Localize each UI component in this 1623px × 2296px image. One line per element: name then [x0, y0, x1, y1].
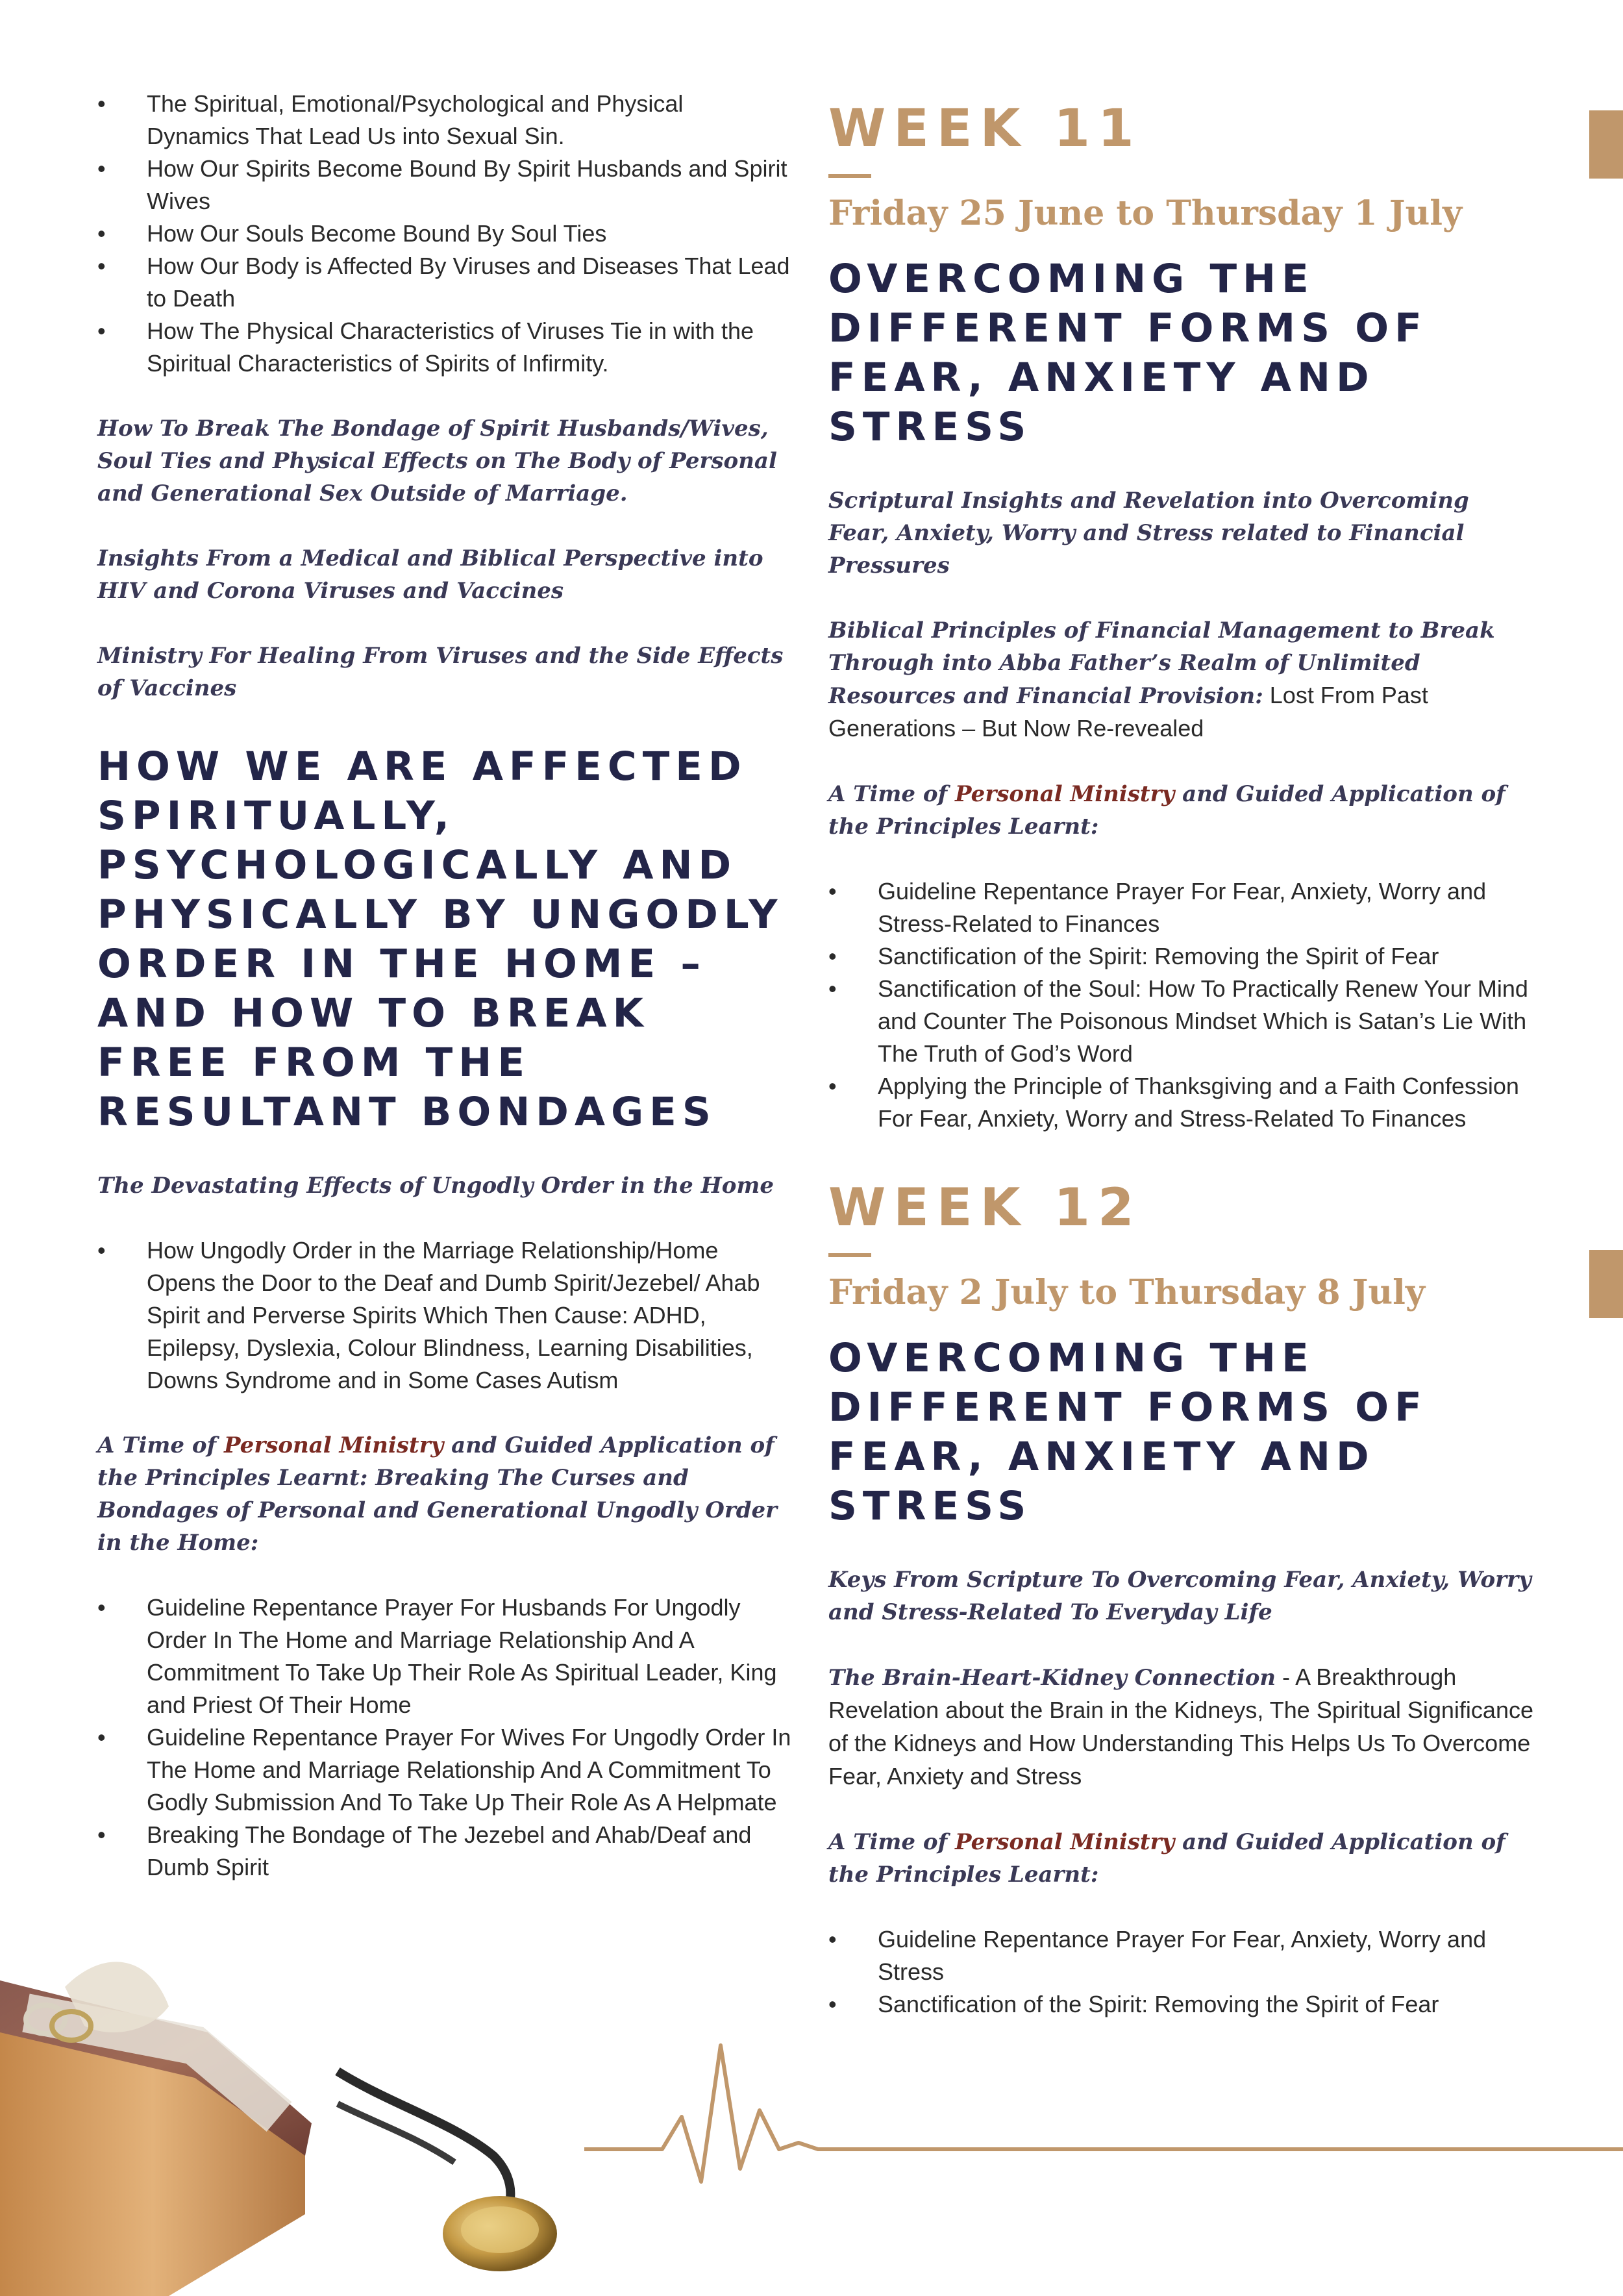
ministry-prefix: A Time of — [97, 1432, 225, 1458]
week-12-section — [828, 1177, 1536, 2021]
list-item: • Guideline Repentance Prayer For Wives For Ungodly Order In The Home and Marriage Relationship And A Commitment To Godly Submission And To Take Up Their Role As A Helpmate — [97, 1721, 792, 1819]
list-item: • Applying the Principle of Thanksgiving and a Faith Confession For Fear, Anxiety, Worry and Stress-Related To Finances — [828, 1070, 1536, 1135]
ministry-suffix: and Guided Application of the Principles Learnt: — [828, 781, 1505, 840]
week-11-personal-ministry — [828, 778, 1536, 843]
ministry-prefix: A Time of — [828, 1829, 956, 1855]
financial-principles-title: Biblical Principles of Financial Management to Break Through into Abba Father’s Realm of Unlimited Resources and Financial Provision: — [828, 618, 1495, 709]
list-item: • Breaking The Bondage of The Jezebel and Ahab/Deaf and Dumb Spirit — [97, 1819, 792, 1884]
right-column — [828, 97, 1536, 2021]
list-item: • How Our Body is Affected By Viruses and Diseases That Lead to Death — [97, 250, 792, 315]
heartbeat-line — [0, 2000, 1623, 2195]
viruses-subheading: Insights From a Medical and Biblical Perspective into HIV and Corona Viruses and Vaccines — [97, 545, 763, 604]
week-12-dates: Friday 2 July to Thursday 8 July — [828, 1273, 1426, 1312]
personal-ministry-highlight: Personal Ministry — [955, 781, 1175, 807]
week12-side-tab — [1589, 1250, 1623, 1318]
list-item: • The Spiritual, Emotional/Psychological and Physical Dynamics That Lead Us into Sexual Sin. — [97, 88, 792, 153]
left-column — [97, 88, 792, 1884]
list-item: • Guideline Repentance Prayer For Husbands For Ungodly Order In The Home and Marriage Relationship And A Commitment To Take Up Their Role As Spiritual Leader, King and Priest Of Their Home — [97, 1591, 792, 1721]
list-item: • How Our Souls Become Bound By Soul Ties — [97, 218, 792, 250]
week-11-dash — [828, 174, 871, 178]
devastating-effects-subheading: The Devastating Effects of Ungodly Order in the Home — [97, 1173, 774, 1199]
week-11-heading: OVERCOMING THE DIFFERENT FORMS OF FEAR, ANXIETY AND STRESS — [828, 256, 1428, 450]
week-12-personal-ministry — [828, 1826, 1536, 1891]
personal-ministry-highlight: Personal Ministry — [224, 1432, 444, 1458]
repentance-bullets — [97, 1591, 792, 1884]
week-11-dates: Friday 25 June to Thursday 1 July — [828, 193, 1463, 233]
personal-ministry-heading — [97, 1429, 792, 1559]
list-item: • How Ungodly Order in the Marriage Relationship/Home Opens the Door to the Deaf and Dumb Spirit/Jezebel/ Ahab Spirit and Perverse Spirits Which Then Cause: ADHD, Epilepsy, Dyslexia, Colour Blindness, Learning Disabilities, Downs Syndrome and in Some Cases Autism — [97, 1234, 792, 1397]
ministry-suffix: and Guided Application of the Principles Learnt: — [828, 1829, 1505, 1888]
healing-subheading: Ministry For Healing From Viruses and the Side Effects of Vaccines — [97, 643, 784, 701]
list-item: • Guideline Repentance Prayer For Fear, Anxiety, Worry and Stress-Related to Finances — [828, 875, 1536, 940]
ministry-suffix: and Guided Application of the Principles Learnt: Breaking The Curses and Bondages of Personal and Generational Ungodly Order in the Home: — [97, 1432, 778, 1556]
brain-heart-kidney-desc: - A Breakthrough Revelation about the Brain in the Kidneys, The Spiritual Significance of the Kidneys and How Understanding This Helps Us To Overcome Fear, Anxiety and Stress — [828, 1664, 1533, 1790]
brain-heart-kidney-title: The Brain-Heart-Kidney Connection — [828, 1665, 1276, 1691]
week-12-brain-heart-kidney — [828, 1661, 1536, 1793]
list-item: • Sanctification of the Soul: How To Practically Renew Your Mind and Counter The Poisonous Mindset Which is Satan’s Lie With The Truth of God’s Word — [828, 973, 1536, 1070]
list-item: • How Our Spirits Become Bound By Spirit Husbands and Spirit Wives — [97, 153, 792, 218]
week11-side-tab — [1589, 110, 1623, 179]
week-11-section — [828, 97, 1536, 1135]
week-11-bullets — [828, 875, 1536, 1135]
week-11-financial-principles — [828, 614, 1536, 745]
week-11-scriptural-insights: Scriptural Insights and Revelation into Overcoming Fear, Anxiety, Worry and Stress related to Financial Pressures — [828, 488, 1469, 579]
ungodly-order-heading: HOW WE ARE AFFECTED SPIRITUALLY, PSYCHOLOGICALLY AND PHYSICALLY BY UNGODLY ORDER IN THE HOME – AND HOW TO BREAK FREE FROM THE RESULTANT BONDAGES — [97, 743, 784, 1135]
ministry-prefix: A Time of — [828, 781, 956, 807]
list-item: • Guideline Repentance Prayer For Fear, Anxiety, Worry and Stress — [828, 1923, 1536, 1988]
list-item: • Sanctification of the Spirit: Removing the Spirit of Fear — [828, 940, 1536, 973]
spirit-husbands-subheading: How To Break The Bondage of Spirit Husbands/Wives, Soul Ties and Physical Effects on The Body of Personal and Generational Sex Outside of Marriage. — [97, 416, 777, 506]
week-12-keys-from-scripture: Keys From Scripture To Overcoming Fear, Anxiety, Worry and Stress-Related To Everyday Life — [828, 1567, 1531, 1625]
week-11-label: WEEK 11 — [828, 98, 1142, 158]
list-item: • How The Physical Characteristics of Viruses Tie in with the Spiritual Characteristics of Spirits of Infirmity. — [97, 315, 792, 380]
ungodly-order-bullets — [97, 1234, 792, 1397]
financial-principles-desc: Lost From Past Generations – But Now Re-revealed — [828, 682, 1428, 742]
left-top-bullets — [97, 88, 792, 380]
list-item: • Sanctification of the Spirit: Removing the Spirit of Fear — [828, 1988, 1536, 2021]
personal-ministry-highlight: Personal Ministry — [955, 1829, 1175, 1855]
week-12-label: WEEK 12 — [828, 1177, 1142, 1238]
week-12-heading: OVERCOMING THE DIFFERENT FORMS OF FEAR, ANXIETY AND STRESS — [828, 1335, 1428, 1529]
week-12-dash — [828, 1253, 871, 1257]
